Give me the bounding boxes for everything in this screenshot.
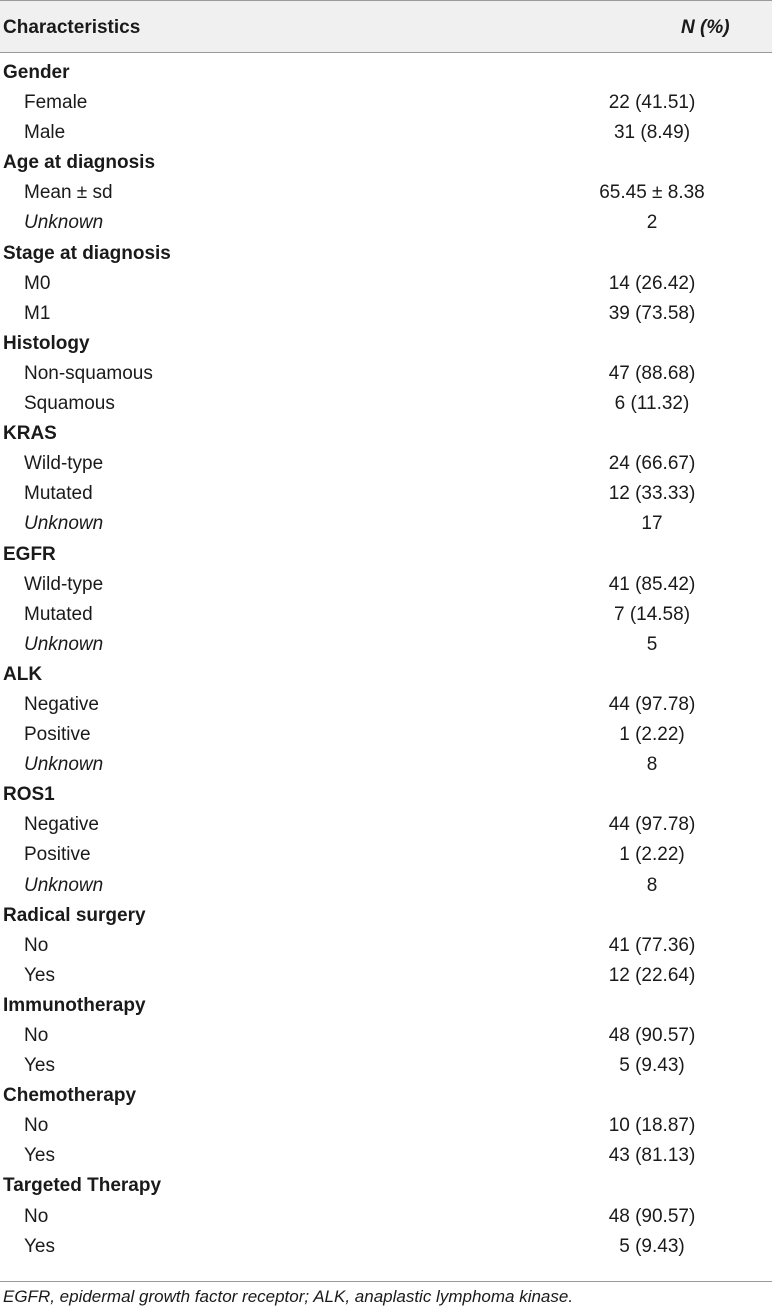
section-row xyxy=(0,780,772,810)
section-row xyxy=(0,991,772,1021)
row-label: Yes xyxy=(24,1235,55,1257)
row-value: 47 (88.68) xyxy=(608,362,696,384)
row-label: Unknown xyxy=(24,874,104,896)
table-row xyxy=(0,1202,772,1232)
section-title: ALK xyxy=(3,663,43,685)
row-label: Wild-type xyxy=(24,453,104,475)
row-value: 48 (90.57) xyxy=(608,1205,696,1227)
row-label: Mean ± sd xyxy=(24,182,113,204)
row-label: Unknown xyxy=(24,754,104,776)
row-label: Yes xyxy=(24,964,55,986)
table-row xyxy=(0,1232,772,1262)
table-row xyxy=(0,389,772,419)
row-label: Squamous xyxy=(24,393,115,415)
row-label: Male xyxy=(24,122,66,144)
table-row xyxy=(0,509,772,539)
row-label: Negative xyxy=(24,693,99,715)
section-title: Histology xyxy=(3,332,90,354)
table-row xyxy=(0,208,772,238)
section-title: Stage at diagnosis xyxy=(3,242,171,264)
section-row xyxy=(0,540,772,570)
section-row xyxy=(0,901,772,931)
row-label: Mutated xyxy=(24,483,93,505)
section-row xyxy=(0,419,772,449)
section-title: ROS1 xyxy=(3,784,55,806)
table-row xyxy=(0,690,772,720)
table-row xyxy=(0,118,772,148)
table-row xyxy=(0,720,772,750)
table-row xyxy=(0,299,772,329)
table-row xyxy=(0,570,772,600)
table-row xyxy=(0,479,772,509)
row-value: 41 (85.42) xyxy=(608,573,696,595)
row-value: 5 (9.43) xyxy=(619,1235,685,1257)
row-label: Unknown xyxy=(24,212,104,234)
row-value: 5 (9.43) xyxy=(619,1055,685,1077)
table-row xyxy=(0,750,772,780)
table-row xyxy=(0,449,772,479)
table-bottom-rule xyxy=(0,1281,772,1282)
table-row xyxy=(0,1051,772,1081)
section-title: Targeted Therapy xyxy=(3,1175,162,1197)
row-value: 1 (2.22) xyxy=(619,844,685,866)
row-label: Female xyxy=(24,92,88,114)
row-value: 8 xyxy=(646,874,658,896)
row-label: M0 xyxy=(24,272,51,294)
table-row xyxy=(0,871,772,901)
section-title: Chemotherapy xyxy=(3,1085,137,1107)
row-label: Positive xyxy=(24,724,91,746)
table-row xyxy=(0,630,772,660)
table-row xyxy=(0,178,772,208)
row-value: 12 (33.33) xyxy=(608,483,696,505)
row-label: No xyxy=(24,1115,49,1137)
table-row xyxy=(0,840,772,870)
row-value: 48 (90.57) xyxy=(608,1025,696,1046)
row-value: 5 xyxy=(646,633,658,655)
table-header-row xyxy=(0,0,772,53)
table-body xyxy=(0,53,772,1262)
section-title: Radical surgery xyxy=(3,904,146,926)
header-n-percent: N (%) xyxy=(681,17,730,38)
table-row xyxy=(0,1021,772,1051)
row-label: Unknown xyxy=(24,633,104,655)
section-title: Gender xyxy=(3,62,70,83)
table-row xyxy=(0,1141,772,1171)
table-row xyxy=(0,269,772,299)
section-row xyxy=(0,329,772,359)
row-value: 14 (26.42) xyxy=(608,272,696,294)
row-value: 44 (97.78) xyxy=(608,814,696,836)
row-value: 43 (81.13) xyxy=(608,1145,696,1167)
table-row xyxy=(0,810,772,840)
row-label: Unknown xyxy=(24,513,104,535)
table-row xyxy=(0,600,772,630)
row-label: No xyxy=(24,1205,49,1227)
row-label: Non-squamous xyxy=(24,362,153,384)
row-value: 12 (22.64) xyxy=(608,964,696,986)
row-label: No xyxy=(24,1025,49,1046)
table-row xyxy=(0,931,772,961)
row-value: 41 (77.36) xyxy=(608,934,696,956)
table-row xyxy=(0,359,772,389)
row-value: 10 (18.87) xyxy=(608,1115,696,1137)
section-title: EGFR xyxy=(3,543,56,565)
section-row xyxy=(0,1081,772,1111)
row-label: No xyxy=(24,934,49,956)
header-characteristics: Characteristics xyxy=(3,17,141,38)
section-title: KRAS xyxy=(3,423,57,445)
section-row xyxy=(0,660,772,690)
section-title: Immunotherapy xyxy=(3,994,146,1016)
row-value: 65.45 ± 8.38 xyxy=(599,182,705,204)
row-value: 6 (11.32) xyxy=(614,393,690,415)
row-value: 1 (2.22) xyxy=(619,724,685,746)
row-label: Negative xyxy=(24,814,99,836)
row-value: 22 (41.51) xyxy=(608,92,696,114)
section-row xyxy=(0,1171,772,1201)
row-value: 44 (97.78) xyxy=(608,693,696,715)
row-label: Yes xyxy=(24,1055,55,1077)
table-row xyxy=(0,961,772,991)
section-row xyxy=(0,239,772,269)
row-value: 24 (66.67) xyxy=(608,453,696,475)
row-value: 2 xyxy=(646,212,658,234)
row-label: Wild-type xyxy=(24,573,104,595)
row-value: 7 (14.58) xyxy=(613,603,691,625)
row-label: M1 xyxy=(24,302,51,324)
row-label: Mutated xyxy=(24,603,93,625)
row-label: Positive xyxy=(24,844,91,866)
section-title: Age at diagnosis xyxy=(3,152,156,174)
row-value: 17 xyxy=(641,513,663,535)
row-value: 8 xyxy=(646,754,658,776)
row-label: Yes xyxy=(24,1145,55,1167)
row-value: 31 (8.49) xyxy=(613,122,691,144)
table-footnote: EGFR, epidermal growth factor receptor; ALK, anaplastic lymphoma kinase. xyxy=(3,1287,574,1306)
section-row xyxy=(0,58,772,88)
table-row xyxy=(0,88,772,118)
table-row xyxy=(0,1111,772,1141)
section-row xyxy=(0,148,772,178)
row-value: 39 (73.58) xyxy=(608,302,696,324)
